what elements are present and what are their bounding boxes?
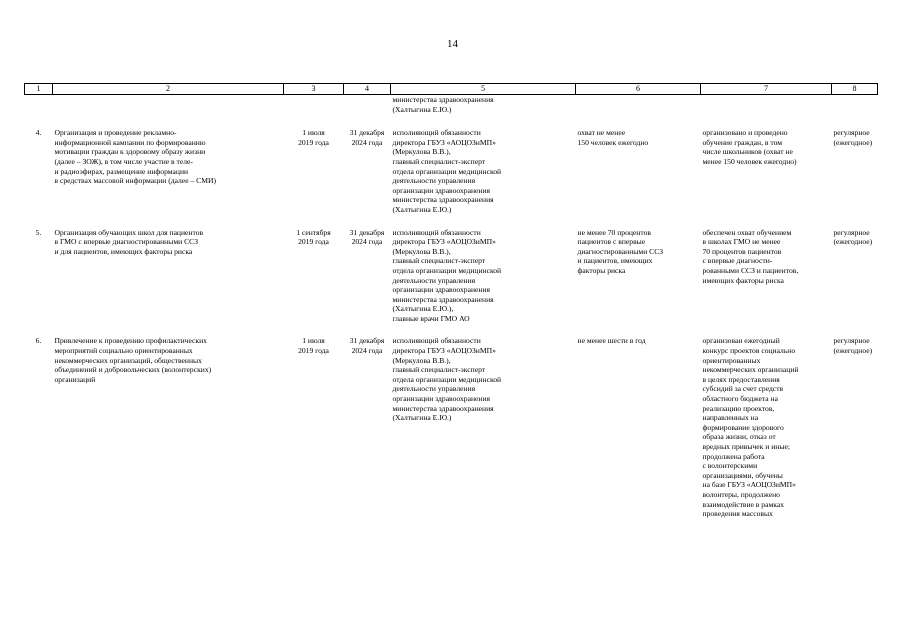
indicator-cell: не менее 70 процентов пациентов с впервые диагностированными ССЗ и пациентов, имеющих факторы риска <box>577 227 664 275</box>
end-date-cell: 31 декабря 2024 года <box>349 227 385 247</box>
activity-plan-table <box>24 83 878 519</box>
start-date-cell: 1 сентября 2019 года <box>296 227 331 247</box>
activity-cell: Организация обучающих школ для пациентов в ГМО с впервые диагностированными ССЗ и для пациентов, имеющих факторы риска <box>54 227 204 256</box>
responsible-cell: исполняющий обязанности директора ГБУЗ «АОЦОЗиМП» (Меркулова В.В.), главный специалист-эксперт отдела организации медицинской деятельности управления организации здравоохранения министерства здравоохранения (Халтыгина Е.Ю.) <box>392 336 502 423</box>
result-cell: организован ежегодный конкурс проектов социально ориентированных некоммерческих организаций в целях предоставления субсидий за счет средств областного бюджета на реализацию проектов, направленных на формирование здорового образа жизни, отказ от вредных привычек и иные; продолжена работа с волонтерскими организациями, обучены на базе ГБУЗ «АОЦОЗиМП» волонтеры, продолжено взаимодействие в рамках проведения массовых <box>702 336 799 519</box>
activity-cell: Привлечение к проведению профилактических мероприятий социально ориентированных некоммерческих организаций, общественных объединений и добровольческих (волонтерских) организаций <box>54 336 212 384</box>
result-cell: обеспечен охват обучением в школах ГМО не менее 70 процентов пациентов с впервые диагности- рованными ССЗ и пациентов, имеющих факторы риска <box>702 227 799 285</box>
result-cell: организовано и проведено обучение граждан, в том числе школьников (охват не менее 150 человек ежегодно) <box>702 128 797 166</box>
column-header-8: 8 <box>832 84 878 95</box>
column-header-7: 7 <box>701 84 832 95</box>
page-number: 14 <box>447 38 458 50</box>
table-row <box>25 336 878 518</box>
column-header-3: 3 <box>284 84 344 95</box>
continuation-row <box>25 95 878 129</box>
responsible-cell: исполняющий обязанности директора ГБУЗ «АОЦОЗиМП» (Меркулова В.В.), главный специалист-эксперт отдела организации медицинской деятельности управления организации здравоохранения министерства здравоохранения (Халтыгина Е.Ю.) <box>392 128 502 214</box>
indicator-cell: не менее шести в год <box>577 336 646 346</box>
continuation-responsible: министерства здравоохранения (Халтыгина Е.Ю.) <box>392 95 494 114</box>
table-row <box>25 228 878 337</box>
row-number: 6. <box>35 336 42 346</box>
responsible-cell: исполняющий обязанности директора ГБУЗ «АОЦОЗиМП» (Меркулова В.В.), главный специалист-эксперт отдела организации медицинской деятельности управления организации здравоохранения министерства здравоохранения (Халтыгина Е.Ю.), главные врачи ГМО АО <box>392 227 502 323</box>
activity-cell: Организация и проведение рекламно- информационной кампании по формированию мотивации граждан к здоровому образу жизни (далее – ЗОЖ), в том числе участие в теле- и радиоэфирах, размещение информации в средствах массовой информации (далее – СМИ) <box>54 128 217 186</box>
column-header-1: 1 <box>25 84 53 95</box>
start-date-cell: 1 июля 2019 года <box>298 128 329 147</box>
type-cell: регулярное (ежегодное) <box>833 128 873 147</box>
column-number-header-row <box>25 84 878 95</box>
type-cell: регулярное (ежегодное) <box>833 227 873 247</box>
end-date-cell: 31 декабря 2024 года <box>349 336 385 356</box>
column-header-2: 2 <box>53 84 284 95</box>
end-date-cell: 31 декабря 2024 года <box>349 128 385 147</box>
column-header-4: 4 <box>344 84 391 95</box>
table-row <box>25 128 878 227</box>
start-date-cell: 1 июля 2019 года <box>298 336 329 356</box>
type-cell: регулярное (ежегодное) <box>833 336 873 356</box>
column-header-5: 5 <box>391 84 576 95</box>
row-number: 4. <box>35 128 42 138</box>
indicator-cell: охват не менее 150 человек ежегодно <box>577 128 649 147</box>
column-header-6: 6 <box>576 84 701 95</box>
row-number: 5. <box>35 227 42 237</box>
